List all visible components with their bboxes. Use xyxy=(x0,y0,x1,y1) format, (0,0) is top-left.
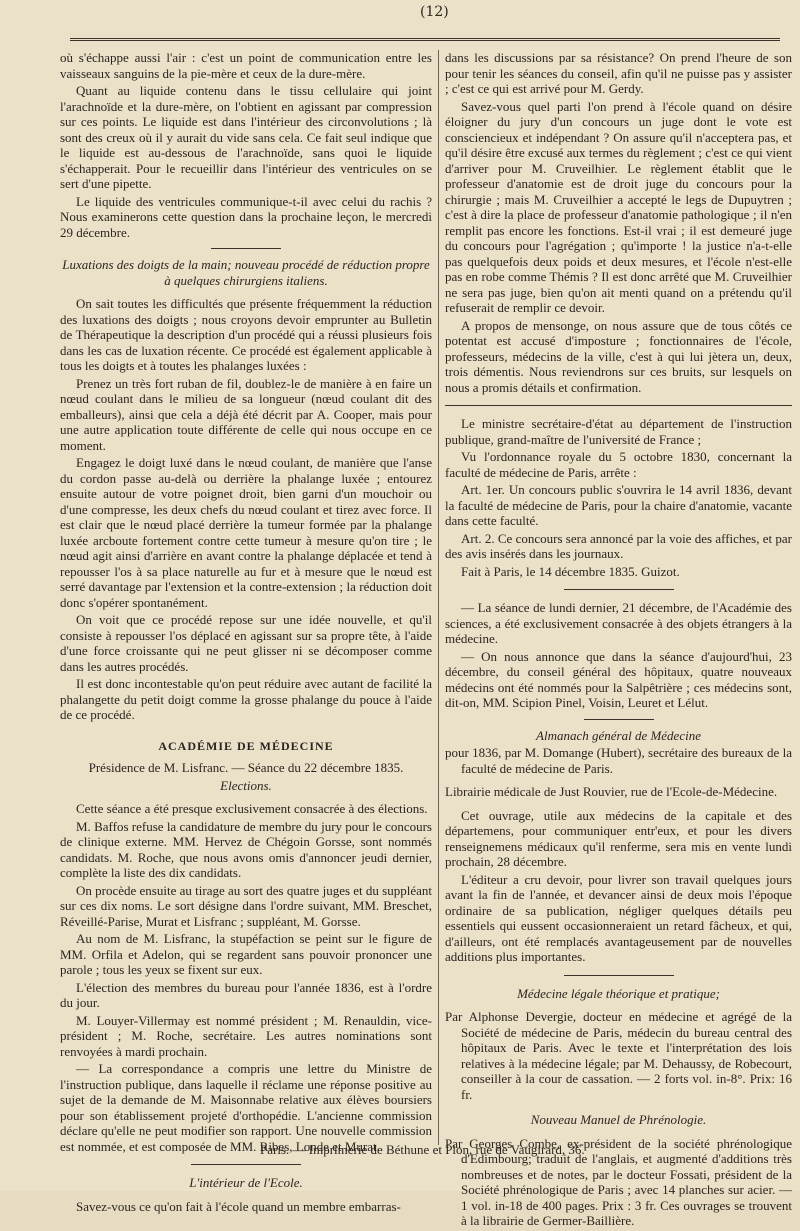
elections-title: Elections. xyxy=(220,777,272,793)
paragraph: Au nom de M. Lisfranc, la stupéfaction se peint sur le figure de MM. Orfila et Adelon, qui se regardent sans pouvoir prononcer une parole ; tous les yeux se fixent sur eux. xyxy=(60,931,432,977)
medecine-legale-title: Médecine légale théorique et pratique; xyxy=(517,985,720,1001)
paragraph: Savez-vous quel parti l'on prend à l'école quand on désire éloigner du jury d'un concours un juge dont le vote est consciencieux et indépendant ? On assure qu'il n'acceptera pas, et qu'il désire être excusé aux termes du règlement ; c'est ce qui vient d'arriver pour M. Cruveilhier. Le règlement établit que le professeur d'anatomie est de droit juge du concours pour la chirurgie ; mais M. Cruveilhier a accepté le legs de Dupuytren ; c'est à dire la place de professeur d'anatomie pathologique ; il n'en remplit pas encore les fonctions. Est-il vrai ; il est demeuré juge du concours pour l'agrégation ; qu'importe ! la justice n'a-t-elle pas quelquefois deux poids et deux mesures, et l'école n'est-elle pas en robe comme Thémis ? Il est donc arrêté que M. Cruveilhier ne sera pas juge, bien qu'on ait menti quand on a prétendu qu'il refuserait de remplir ce devoir. xyxy=(445,98,792,315)
page-number: (12) xyxy=(420,4,449,20)
paragraph: Art. 2. Ce concours sera annoncé par la voie des affiches, et par des avis insérés dans les journaux. xyxy=(445,530,792,561)
paragraph: Fait à Paris, le 14 décembre 1835. Guizot. xyxy=(461,563,680,579)
column-divider xyxy=(438,50,439,1145)
paragraph: L'éditeur a cru devoir, pour livrer son travail quelques jours avant la fin de l'année, et devancer ainsi de deux mois l'époque ordinaire de sa publication, négliger quelques détails peu essentiels qui eussent occasionneraient un retard fâcheux, et qui, d'ailleurs, ont été remplacés avantageusement par de nouvelles additions plus importantes. xyxy=(445,871,792,964)
paragraph: où s'échappe aussi l'air : c'est un point de communication entre les vaisseaux sanguins de la pie-mère et ceux de la dure-mère. xyxy=(60,50,432,81)
paragraph: — La séance de lundi dernier, 21 décembre, de l'Académie des sciences, a été exclusivement consacrée à des objets étrangers à la médecine. xyxy=(445,600,792,646)
paragraph: Savez-vous ce qu'on fait à l'école quand un membre embarras- xyxy=(76,1198,401,1214)
paragraph: M. Baffos refuse la candidature de membre du jury pour le concours de clinique externe. MM. Hervez de Chégoin Gorsse, sont nommés candidats. M. Roche, que nous avons omis d'annoncer jeudi dernier, complète la liste des dix candidats. xyxy=(60,818,432,880)
section-title-luxations: Luxations des doigts de la main; nouveau procédé de réduction propre à quelques chirurgiens italiens. xyxy=(62,257,430,288)
section-rule xyxy=(211,248,281,249)
paragraph: Vu l'ordonnance royale du 5 octobre 1830, concernant la faculté de médecine de Paris, arrête : xyxy=(445,449,792,480)
paragraph: Cette séance a été presque exclusivement consacrée à des élections. xyxy=(76,801,428,816)
paragraph: On voit que ce procédé repose sur une idée nouvelle, et qu'il consiste à repousser l'os déplacé en agissant sur sa propre tête, à l'aide d'une force croissante qui ne peut glisser ni se décomposer comme dans les autres procédés. xyxy=(60,612,432,674)
paragraph: Prenez un très fort ruban de fil, doublez-le de manière à en faire un nœud coulant dans le milieu de sa longueur (nœud coulant dit des emballeurs), ainsi que cela a déjà été décrit par A. Cooper, mais pour une autre application toute différente de celle qui nous occupe en ce moment. xyxy=(60,375,432,453)
paragraph: dans les discussions par sa résistance? On prend l'heure de son pour tenir les séances du conseil, afin qu'il ne puisse pas y assister ; c'est ce qui est arrivé pour M. Gerdy. xyxy=(445,50,792,96)
paragraph: — On nous annonce que dans la séance d'aujourd'hui, 23 décembre, du conseil général des hôpitaux, quatre nouveaux médecins ont été nommés pour la Salpêtrière ; ces médecins sont, dit-on, MM. Scipion Pinel, Voisin, Leuret et Lélut. xyxy=(445,648,792,710)
paragraph: Le liquide des ventricules communique-t-il avec celui du rachis ? Nous examinerons cette question dans la prochaine leçon, le mercredi 29 décembre. xyxy=(60,193,432,240)
paragraph: On procède ensuite au tirage au sort des quatre juges et du suppléant sur ces dix noms. Le sort désigne dans l'ordre suivant, MM. Breschet, Réveillé-Parise, Murat et Lisfranc ; suppléant, M. Gorsse. xyxy=(60,882,432,929)
section-rule xyxy=(564,975,674,976)
librairie-title: Librairie médicale de Just Rouvier, rue de l'Ecole-de-Médecine. xyxy=(445,784,778,799)
academy-title: ACADÉMIE DE MÉDECINE xyxy=(158,738,334,753)
paragraph: Engagez le doigt luxé dans le nœud coulant, de manière que l'anse du cordon passe au-delà ou derrière la phalange luxée ; entourez ensuite autour de votre poignet droit, bien garni d'un mouchoir ou d'une compresse, les deux chefs du nœud coulant et tirez avec force. Il est clair que le nœud placé derrière la tumeur formée par la phalange luxée arcboute fortement contre cette tumeur à mesure qu'on tire ; le nœud agit ainsi d'arrière en avant contre la phalange déplacée et tend à repousser l'os à sa place naturelle au fur et à mesure que le nœud est serré davantage par l'extension et la contre-extension ; la réduction doit donc s'opérer spontanément. xyxy=(60,455,432,610)
paragraph: Le ministre secrétaire-d'état au département de l'instruction publique, grand-maître de l'université de France ; xyxy=(445,416,792,447)
right-column xyxy=(445,50,792,1231)
manuel-entry: Par Georges Combe, ex-président de la société phrénologique d'Edimbourg; traduit de l'anglais, et augmenté d'additions très nombreuses et de notes, par le docteur Fossati, président de la Société phrénologique de Paris ; avec 14 planches sur acier. — 1 vol. in-18 de 400 pages. Prix : 3 fr. Ces ouvrages se trouvent à la librairie de Germer-Baillière. xyxy=(445,1135,792,1228)
top-rule xyxy=(70,38,780,41)
section-rule xyxy=(445,405,792,406)
almanach-title: Almanach général de Médecine xyxy=(536,727,701,743)
paragraph: M. Louyer-Villermay est nommé président ; M. Renauldin, vice-président ; M. Roche, secrétaire. Les autres nominations sont renvoyées à mardi prochain. xyxy=(60,1012,432,1059)
paragraph: L'élection des membres du bureau pour l'année 1836, est à l'ordre du jour. xyxy=(60,979,432,1010)
academy-session: Présidence de M. Lisfranc. — Séance du 22 décembre 1835. xyxy=(88,760,404,775)
section-rule xyxy=(584,719,654,720)
manuel-title: Nouveau Manuel de Phrénologie. xyxy=(530,1112,707,1127)
paragraph: Quant au liquide contenu dans le tissu cellulaire qui joint l'arachnoïde et la dure-mère, on l'obtient en agissant par compression sur ces points. Le liquide est dans l'intérieur des circonvolutions ; là sont des creux où il y aurait du vide sans cela. Ce fait seul indique que le liquide est au-dessous de l'arachnoïde, sans quoi le liquide s'échapperait. Pour le recueillir dans l'intérieur des ventricules on se sert d'une pipette. xyxy=(60,83,432,191)
paragraph: — La correspondance a compris une lettre du Ministre de l'instruction publique, dans laquelle il réclame une réponse positive au sujet de la demande de M. Maisonnabe relative aux élèves boursiers pour son établissement projeté d'orthopédie. L'ancienne commission déclare qu'elle ne peut modifier son rapport. Une nouvelle commission est nommée, et est composée de MM. Ribes, Londe et Murat. xyxy=(60,1061,432,1154)
left-column xyxy=(60,50,432,1216)
section-rule xyxy=(191,1164,301,1165)
medecine-legale-entry: Par Alphonse Devergie, docteur en médecine et agrégé de la Société de médecine de Paris, médecin du bureau central des hôpitaux de Paris. Avec le texte et l'interprétation des lois relatives à la médecine légale; par M. Dehaussy, de Robecourt, conseiller à la cour de cassation. — 2 forts vol. in-8°. Prix: 16 fr. xyxy=(445,1009,792,1102)
paragraph: Art. 1er. Un concours public s'ouvrira le 14 avril 1836, devant la faculté de médecine de Paris, pour la chaire d'anatomie, vacante dans cette faculté. xyxy=(445,482,792,528)
almanach-line: pour 1836, par M. Domange (Hubert), secrétaire des bureaux de la faculté de médecine de Paris. xyxy=(445,745,792,776)
section-rule xyxy=(564,589,674,590)
ecole-title: L'intérieur de l'Ecole. xyxy=(189,1175,303,1190)
printer-footer: Paris. — Imprimerie de Béthune et Plon, rue de Vaugirard, 36. xyxy=(260,1142,585,1157)
paragraph: A propos de mensonge, on nous assure que de tous côtés ce potentat est accusé d'imposture ; fonctionnaires de l'école, professeurs, médecins de la ville, c'est à qui lui jètera un, deux, trois démentis. Nous reviendrons sur ces bruits, sur lesquels on nous a promis détails et confirmation. xyxy=(445,317,792,395)
paragraph: On sait toutes les difficultés que présente fréquemment la réduction des luxations des doigts ; nous croyons devoir emprunter au Bulletin de Thérapeutique la description d'un procédé qui a réussi plusieurs fois dans les cas de luxation récente. Ce procédé est également applicable à tous les doigts et à toutes les phalanges luxées : xyxy=(60,296,432,373)
paragraph: Cet ouvrage, utile aux médecins de la capitale et des départemens, pour communiquer entr'eux, et pour les divers renseignemens médicaux qu'il renferme, sera mis en vente lundi prochain, 28 décembre. xyxy=(445,807,792,869)
paragraph: Il est donc incontestable qu'on peut réduire avec autant de facilité la phalangette du petit doigt comme la grosse phalange du pouce à l'aide de ce procédé. xyxy=(60,676,432,722)
